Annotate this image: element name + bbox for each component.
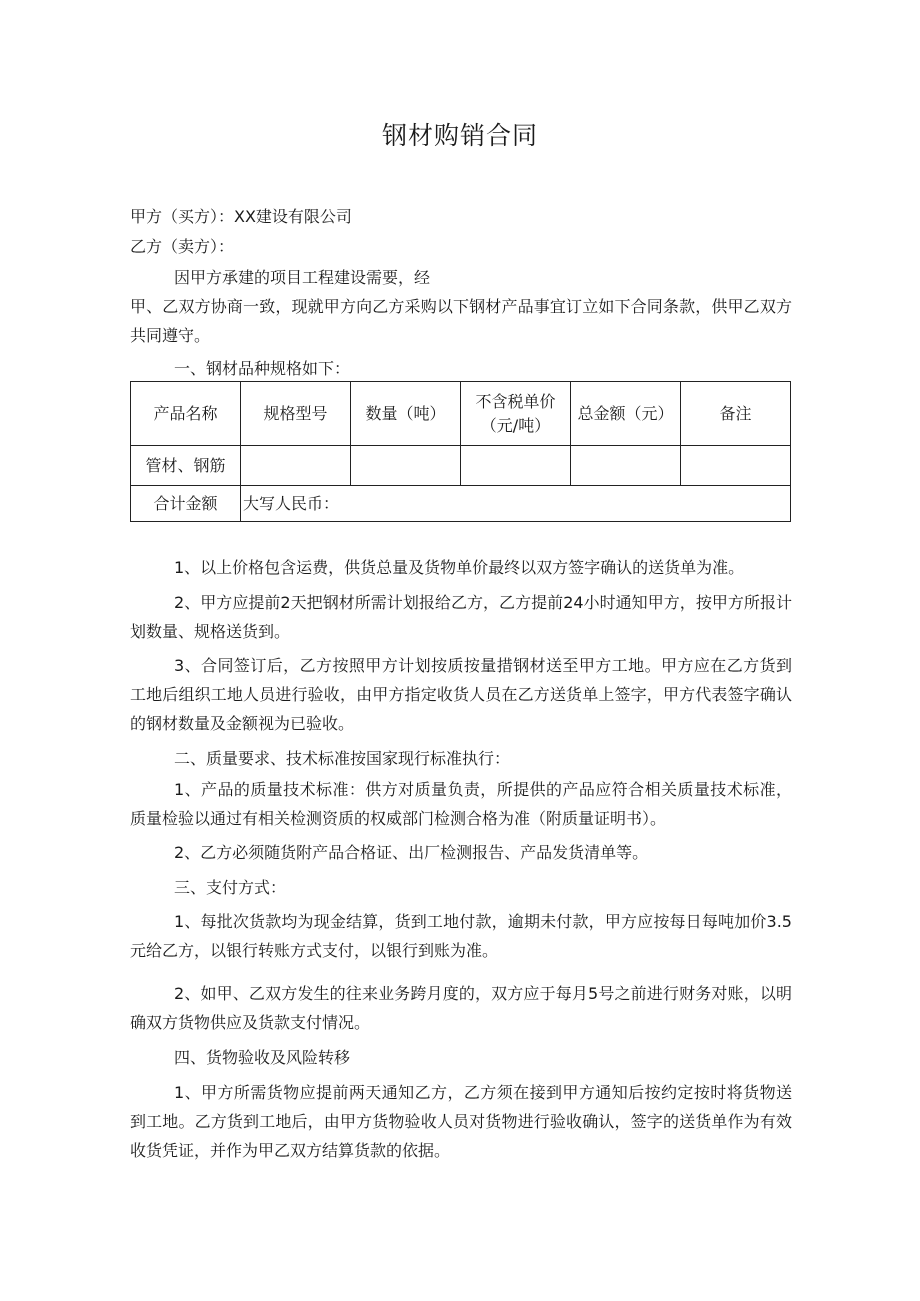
header-cell-product-name: 产品名称 (131, 382, 241, 446)
header-cell-total-amount: 总金额（元） (571, 382, 681, 446)
steel-spec-table (130, 381, 791, 522)
section-1-clause-3: 3、合同签订后，乙方按照甲方计划按质按量措钢材送至甲方工地。甲方应在乙方货到工地后组织工地人员进行验收，由甲方指定收货人员在乙方送货单上签字，甲方代表签字确认的钢材数量及金额视为已验收。 (130, 656, 792, 733)
header-cell-quantity: 数量（吨） (351, 382, 461, 446)
section-3-clause-1: 1、每批次货款均为现金结算，货到工地付款，逾期未付款，甲方应按每日每吨加价3.5元给乙方，以银行转账方式支付，以银行到账为准。 (130, 912, 792, 960)
cell-spec-model (241, 446, 351, 486)
intro-line-2: 甲、乙双方协商一致，现就甲方向乙方采购以下钢材产品事宜订立如下合同条款，供甲乙双方共同遵守。 (130, 297, 792, 345)
cell-product-name: 管材、钢筋 (131, 446, 241, 486)
intro-line-1: 因甲方承建的项目工程建设需要，经 (174, 268, 431, 287)
cell-remarks (681, 446, 791, 486)
cell-quantity (351, 446, 461, 486)
party-a-line: 甲方（买方）：XX建设有限公司 (130, 207, 352, 226)
section-1-heading: 一、钢材品种规格如下： (174, 359, 351, 378)
section-3-clause-2: 2、如甲、乙双方发生的往来业务跨月度的，双方应于每月5号之前进行财务对账，以明确双方货物供应及货款支付情况。 (130, 984, 792, 1032)
cell-total-amount (571, 446, 681, 486)
table-row (131, 446, 791, 486)
cell-unit-price (461, 446, 571, 486)
header-cell-unit-price: 不含税单价（元/吨） (461, 382, 571, 446)
header-cell-spec-model: 规格型号 (241, 382, 351, 446)
party-b-line: 乙方（卖方）： (130, 237, 235, 256)
document-title: 钢材购销合同 (381, 121, 538, 150)
table-header-row (131, 382, 791, 446)
cell-total-label: 合计金额 (131, 486, 241, 522)
section-4-heading: 四、货物验收及风险转移 (174, 1048, 351, 1067)
section-2-clause-2: 2、乙方必须随货附产品合格证、出厂检测报告、产品发货清单等。 (174, 843, 649, 862)
cell-total-value: 大写人民币： (241, 486, 791, 522)
section-2-heading: 二、质量要求、技术标准按国家现行标准执行： (174, 749, 511, 768)
section-2-clause-1: 1、产品的质量技术标准：供方对质量负责，所提供的产品应符合相关质量技术标准，质量检验以通过有相关检测资质的权威部门检测合格为准（附质量证明书）。 (130, 780, 792, 828)
section-1-clause-2: 2、甲方应提前2天把钢材所需计划报给乙方，乙方提前24小时通知甲方，按甲方所报计划数量、规格送货到。 (130, 593, 792, 641)
section-1-clause-1: 1、以上价格包含运费，供货总量及货物单价最终以双方签字确认的送货单为准。 (174, 558, 745, 577)
section-4-clause-1: 1、甲方所需货物应提前两天通知乙方，乙方须在接到甲方通知后按约定按时将货物送到工地。乙方货到工地后，由甲方货物验收人员对货物进行验收确认，签字的送货单作为有效收货凭证，并作为甲乙双方结算货款的依据。 (130, 1083, 792, 1160)
header-cell-remarks: 备注 (681, 382, 791, 446)
table-total-row (131, 486, 791, 522)
section-3-heading: 三、支付方式： (174, 878, 287, 897)
